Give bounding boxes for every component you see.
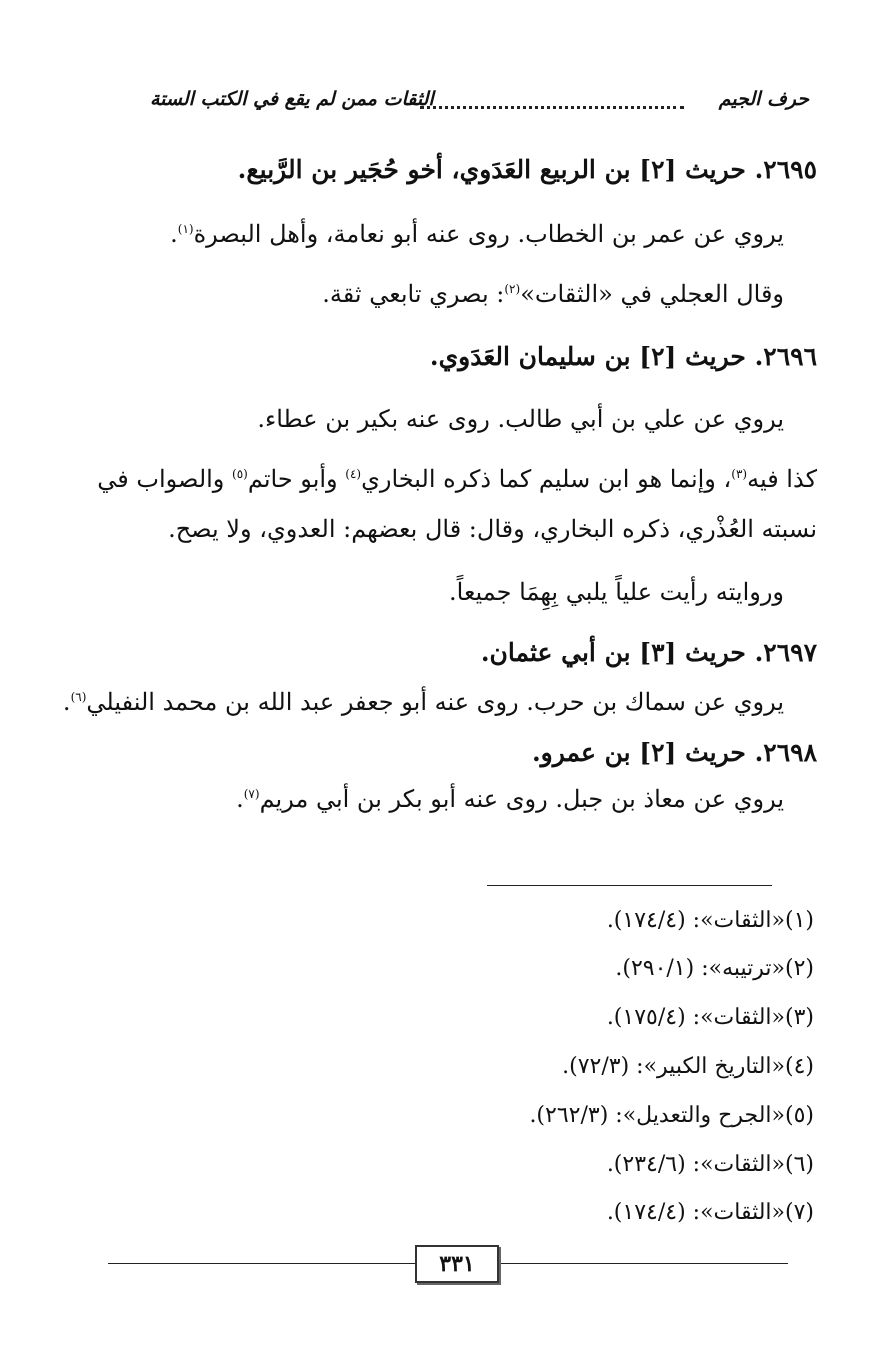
footnote-ref: (٤) <box>345 467 362 481</box>
footnote-ref: (٥) <box>232 467 248 481</box>
entry-heading-2697 <box>481 638 817 667</box>
entry-text-line <box>168 515 817 543</box>
footnote-5: (٥)«الجرح والتعديل»: (٢٦٢/٣). <box>529 1103 814 1128</box>
text-segment: يروي عن معاذ بن جبل. روى عنه أبو بكر بن أبي مريم <box>259 785 784 813</box>
footnote-1: (١)«الثقات»: (١٧٤/٤). <box>606 908 814 933</box>
text-segment: كذا فيه <box>747 465 817 493</box>
text-segment: والصواب في <box>97 465 233 493</box>
entry-text-line <box>97 465 817 493</box>
entry-heading-2695 <box>238 155 817 184</box>
text-segment: يروي عن علي بن أبي طالب. روى عنه بكير بن عطاء. <box>257 405 784 433</box>
footnote-ref: (١) <box>177 222 194 236</box>
entry-text-line <box>257 405 784 433</box>
footnote-6: (٦)«الثقات»: (٢٣٤/٦). <box>606 1152 814 1177</box>
running-head-chapter: حرف الجيم <box>718 88 809 110</box>
entry-text-line <box>449 578 784 606</box>
text-segment: : بصري تابعي ثقة. <box>322 280 505 308</box>
entry-number: ٢٦٩٧. <box>754 638 817 667</box>
text-segment: وأبو حاتم <box>247 465 346 493</box>
running-head-leader-dots <box>420 106 684 109</box>
entry-text-line: يروي عن معاذ بن جبل. روى عنه أبو بكر بن أبي مريم$^{(٧)}$. <box>236 785 784 813</box>
running-head <box>150 88 809 122</box>
entry-title: حريث [٢] بن سليمان العَدَوي. <box>429 342 746 371</box>
text-segment: وقال العجلي في «الثقات» <box>520 280 784 308</box>
text-segment: ، وإنما هو ابن سليم كما ذكره البخاري <box>361 465 732 493</box>
footnote-3: (٣)«الثقات»: (١٧٥/٤). <box>606 1005 814 1030</box>
page-number: ٣٣١ <box>415 1245 499 1283</box>
entry-heading-2698 <box>532 738 817 767</box>
running-head-book-title: الثقات ممن لم يقع في الكتب الستة <box>150 88 434 110</box>
text-segment: نسبته العُذْري، ذكره البخاري، وقال: قال بعضهم: العدوي، ولا يصح. <box>168 515 817 543</box>
entry-title: حريث [٢] بن عمرو. <box>531 738 746 767</box>
entry-heading-2696 <box>430 342 817 371</box>
entry-text-line <box>322 280 784 308</box>
entry-title: حريث [٣] بن أبي عثمان. <box>480 638 746 667</box>
footnote-ref: (٢) <box>504 282 521 296</box>
footnote-2: (٢)«ترتيبه»: (٢٩٠/١). <box>615 956 814 981</box>
entry-number: ٢٦٩٥. <box>754 155 817 184</box>
entry-number: ٢٦٩٨. <box>754 738 817 767</box>
footnote-4: (٤)«التاريخ الكبير»: (٧٢/٣). <box>562 1054 814 1079</box>
footnote-ref: (٦) <box>70 690 87 704</box>
text-segment: يروي عن سماك بن حرب. روى عنه أبو جعفر عبد الله بن محمد النفيلي <box>86 688 784 716</box>
entry-title: حريث [٢] بن الربيع العَدَوي، أخو حُجَير بن الرَّبيع. <box>237 155 746 184</box>
entry-text-line: يروي عن سماك بن حرب. روى عنه أبو جعفر عبد الله بن محمد النفيلي$^{(٦)}$. <box>62 688 784 716</box>
footnote-ref: (٧) <box>243 787 260 801</box>
footnote-ref: (٣) <box>731 467 748 481</box>
entry-number: ٢٦٩٦. <box>754 342 817 371</box>
footnote-7: (٧)«الثقات»: (١٧٤/٤). <box>606 1200 814 1225</box>
text-segment: وروايته رأيت علياً يلبي بِهِمَا جميعاً. <box>449 578 784 606</box>
entry-text-line: يروي عن عمر بن الخطاب. روى عنه أبو نعامة، وأهل البصرة$^{(١)}$. <box>170 220 784 248</box>
text-segment: يروي عن عمر بن الخطاب. روى عنه أبو نعامة، وأهل البصرة <box>193 220 784 248</box>
footnote-separator <box>487 885 772 886</box>
